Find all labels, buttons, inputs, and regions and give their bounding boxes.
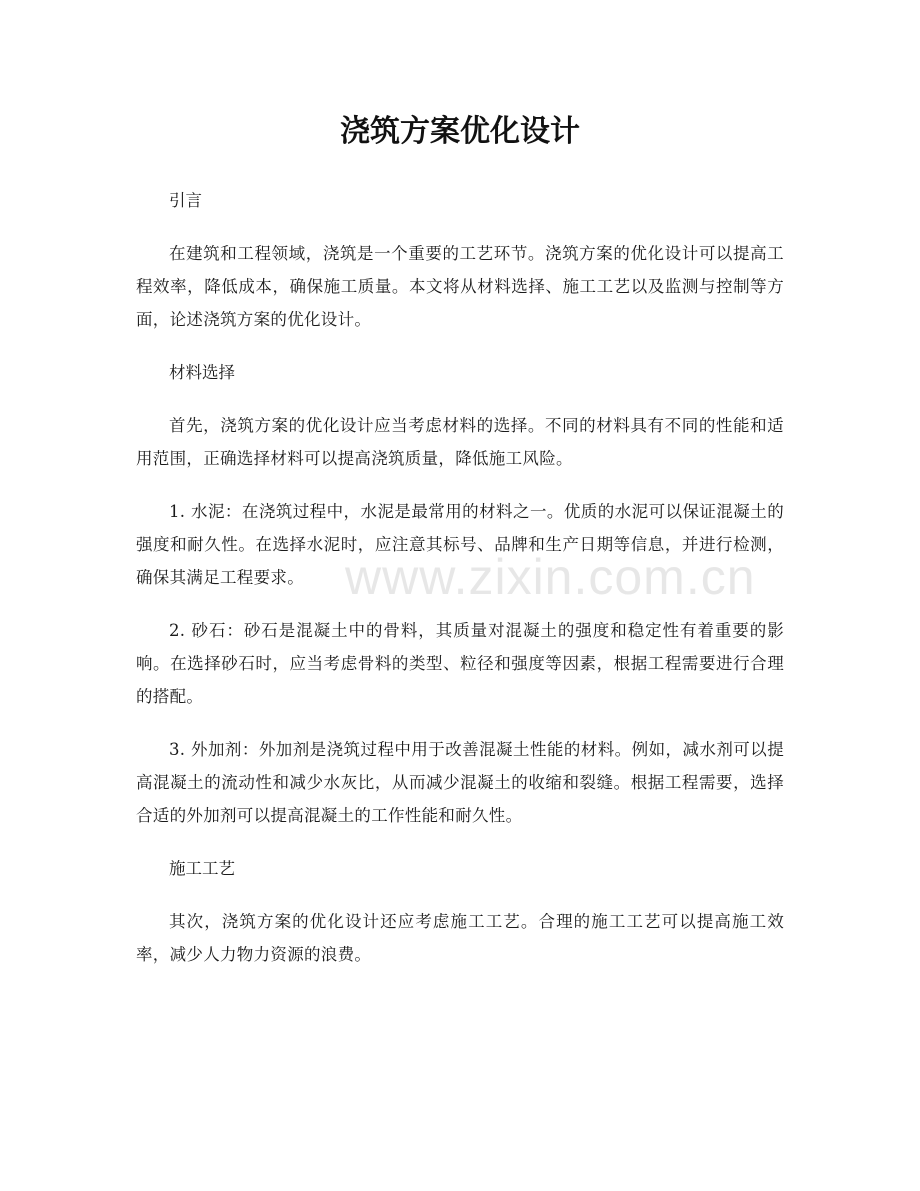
document-body <box>136 184 784 991</box>
paragraph-material-selection: 首先，浇筑方案的优化设计应当考虑材料的选择。不同的材料具有不同的性能和适用范围，正确选择材料可以提高浇筑质量，降低施工风险。 <box>136 416 784 468</box>
section-heading-material-selection: 材料选择 <box>169 363 235 382</box>
watermark: www.zixin.com.cn <box>345 549 756 605</box>
list-item-sand-gravel: 2. 砂石：砂石是混凝土中的骨料，其质量对混凝土的强度和稳定性有着重要的影响。在选择砂石时，应当考虑骨料的类型、粒径和强度等因素，根据工程需要进行合理的搭配。 <box>136 621 784 706</box>
list-item-cement: 1. 水泥：在浇筑过程中，水泥是最常用的材料之一。优质的水泥可以保证混凝土的强度和耐久性。在选择水泥时，应注意其标号、品牌和生产日期等信息，并进行检测，确保其满足工程要求。 <box>136 502 784 587</box>
paragraph-introduction: 在建筑和工程领域，浇筑是一个重要的工艺环节。浇筑方案的优化设计可以提高工程效率，降低成本，确保施工质量。本文将从材料选择、施工工艺以及监测与控制等方面，论述浇筑方案的优化设计。 <box>136 244 784 329</box>
paragraph-construction-process: 其次，浇筑方案的优化设计还应考虑施工工艺。合理的施工工艺可以提高施工效率，减少人力物力资源的浪费。 <box>136 912 784 964</box>
document-title: 浇筑方案优化设计 <box>340 114 580 149</box>
list-item-admixture: 3. 外加剂：外加剂是浇筑过程中用于改善混凝土性能的材料。例如，减水剂可以提高混凝土的流动性和减少水灰比，从而减少混凝土的收缩和裂缝。根据工程需要，选择合适的外加剂可以提高混凝土的工作性能和耐久性。 <box>136 740 784 825</box>
section-heading-introduction: 引言 <box>169 191 202 210</box>
section-heading-construction-process: 施工工艺 <box>169 859 235 878</box>
